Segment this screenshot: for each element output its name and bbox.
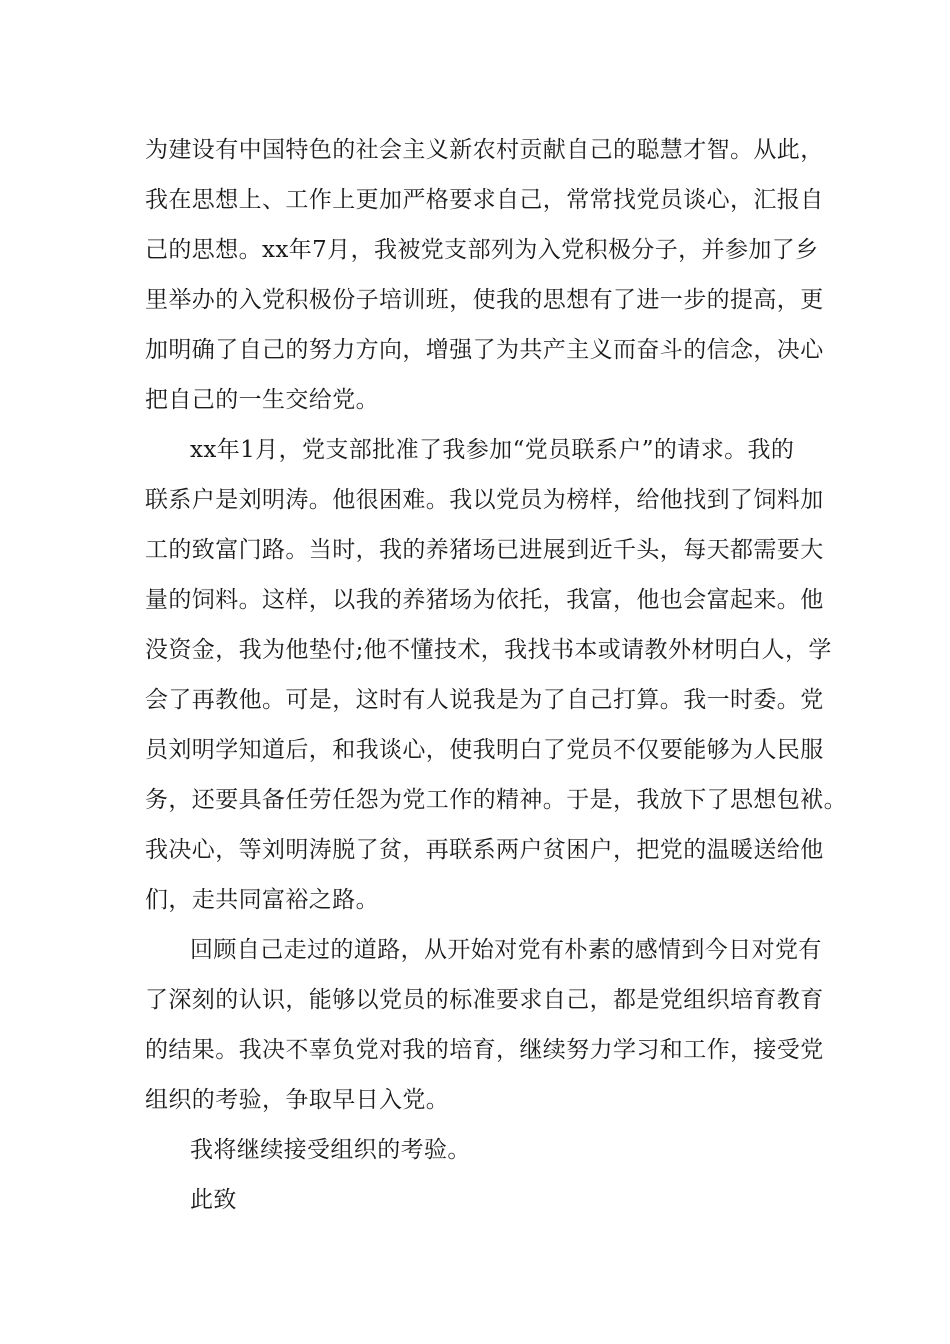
text-line: 里举办的入党积极份子培训班，使我的思想有了进一步的提高，更 — [145, 287, 824, 313]
paragraph-start-line: xx年1月，党支部批准了我参加“党员联系户”的请求。我的 — [190, 437, 795, 463]
text-line: 己的思想。xx年7月，我被党支部列为入党积极分子，并参加了乡 — [145, 237, 819, 263]
text-line: 的结果。我决不辜负党对我的培育，继续努力学习和工作，接受党 — [145, 1037, 824, 1063]
text-line: 我在思想上、工作上更加严格要求自己，常常找党员谈心，汇报自 — [145, 187, 824, 213]
text-line: 组织的考验，争取早日入党。 — [145, 1087, 450, 1113]
text-line: 会了再教他。可是，这时有人说我是为了自己打算。我一时委。党 — [145, 687, 824, 713]
paragraph-start-line: 我将继续接受组织的考验。 — [190, 1137, 471, 1163]
text-line: 没资金，我为他垫付;他不懂技术，我找书本或请教外材明白人，学 — [145, 637, 832, 663]
text-line: 们，走共同富裕之路。 — [145, 887, 379, 913]
text-line: 加明确了自己的努力方向，增强了为共产主义而奋斗的信念，决心 — [145, 337, 824, 363]
text-line: 我决心，等刘明涛脱了贫，再联系两户贫困户，把党的温暖送给他 — [145, 837, 824, 863]
text-line: 了深刻的认识，能够以党员的标准要求自己，都是党组织培育教育 — [145, 987, 824, 1013]
paragraph-start-line: 回顾自己走过的道路，从开始对党有朴素的感情到今日对党有 — [190, 937, 822, 963]
text-line: 为建设有中国特色的社会主义新农村贡献自己的聪慧才智。从此， — [145, 137, 824, 163]
text-line: 工的致富门路。当时，我的养猪场已进展到近千头，每天都需要大 — [145, 537, 824, 563]
closing-salutation: 此致 — [190, 1187, 237, 1213]
text-line: 务，还要具备任劳任怨为党工作的精神。于是，我放下了思想包袱。 — [145, 787, 847, 813]
text-line: 把自己的一生交给党。 — [145, 387, 379, 413]
text-line: 量的饲料。这样，以我的养猪场为依托，我富，他也会富起来。他 — [145, 587, 824, 613]
text-line: 员刘明学知道后，和我谈心，使我明白了党员不仅要能够为人民服 — [145, 737, 824, 763]
text-line: 联系户是刘明涛。他很困难。我以党员为榜样，给他找到了饲料加 — [145, 487, 824, 513]
